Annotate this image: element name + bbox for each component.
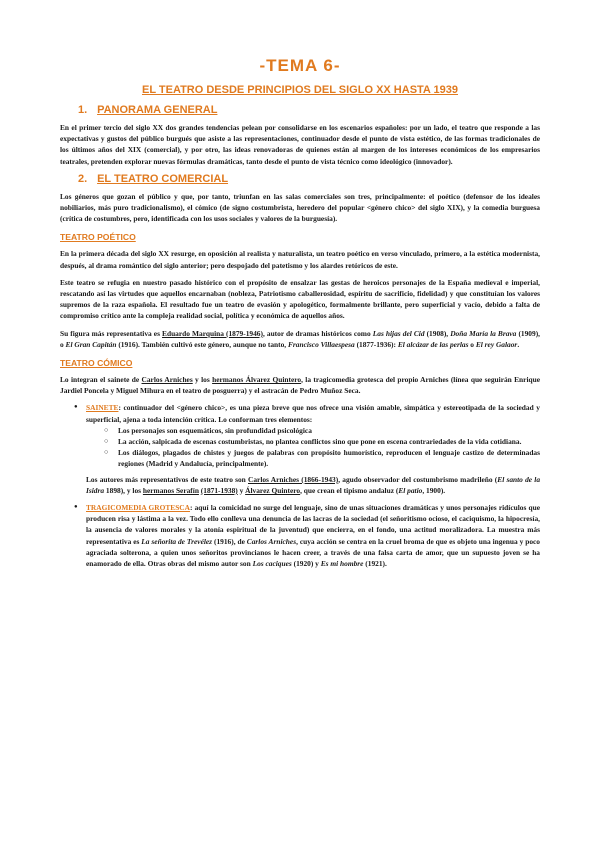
list-item-sainete: ● SAINETE: continuador del <género chico>, es una pieza breve que nos ofrece una visión amable, simpática y estereotipada de la sociedad y superficial, ajena a toda intención crítica. Lo conforman tres elementos: ○ Los personajes son esquemáticos, sin profundidad psicológica ○ La acción, salpicada de escenas costumbristas, no plantea conflictos sino que pone en escena contrariedades de la vida cotidiana. ○ Los diálogos, plagados de chistes y juegos de palabras con propósito humorístico, reproducen el lenguaje castizo de determinadas regiones (Madrid y Andalucía, principalmente). xyxy=(74,402,540,469)
term-label: SAINETE xyxy=(86,403,119,413)
work-title: Doña María la Brava xyxy=(450,328,517,338)
work-title: Es mi hombre xyxy=(320,559,364,569)
work-title: La señorita de Trevélez xyxy=(141,536,213,546)
bullet-list xyxy=(60,502,540,569)
paragraph-poetico-3: Su figura más representativa es Eduardo Marquina (1879-1946), autor de dramas históricos como Las hijas del Cid (1908), Doña María la Brava (1909), o El Gran Capitán (1916). También cultivó este género, aunque no tanto, Francisco Villaespesa (1877-1936): El alcázar de las perlas o El rey Galaor. xyxy=(60,328,541,349)
list-item: ○ Los diálogos, plagados de chistes y juegos de palabras con propósito humorístico, reproducen el lenguaje castizo de determinadas regiones (Madrid y Andalucía, principalmente). xyxy=(104,447,540,469)
author-link: Eduardo Marquina (1879-1946) xyxy=(162,328,263,338)
author-name: Carlos Arniches (1866-1943) xyxy=(248,474,339,484)
section-label: EL TEATRO COMERCIAL xyxy=(97,172,229,185)
section-heading-panorama xyxy=(60,104,540,116)
work-title: Las hijas del Cid xyxy=(372,328,425,338)
author-name: Francisco Villaespesa xyxy=(287,339,355,349)
list-item-tragicomedia: ● TRAGICOMEDIA GROTESCA: aquí la comicidad no surge del lenguaje, sino de unas situaciones dramáticas y unos personajes ridículos que producen risa y lástima a la vez. Todo ello conlleva una denuncia de las lacras de la sociedad (el señoritismo ocioso, el caciquismo, la hipocresía, la ausencia de valores morales y la atonía espiritual de la juventud) que encierra, en el fondo, una actitud moralizadora. La muestra más representativa es La señorita de Trevélez (1916), de Carlos Arniches, cuya acción se centra en la cruel broma de que es objeto una ingenua y poco agraciada solterona, a quien unos señoritos provincianos le hacen creer, a través de una falsa carta de amor, que un supuesto joven se ha enamorado de ella. Otras obras del mismo autor son Los caciques (1920) y Es mi hombre (1921). xyxy=(74,502,540,569)
author-name: Carlos Arniches xyxy=(246,536,297,546)
page-title: -TEMA 6- xyxy=(259,56,341,75)
term-label: TRAGICOMEDIA GROTESCA xyxy=(86,503,190,513)
list-item: ○ La acción, salpicada de escenas costumbristas, no plantea conflictos sino que pone en escena contrariedades de la vida cotidiana. xyxy=(104,436,540,447)
list-item: ○ Los personajes son esquemáticos, sin profundidad psicológica xyxy=(104,425,540,436)
author-name: Carlos Arniches xyxy=(141,375,193,385)
section-number: 1. xyxy=(78,104,88,116)
section-number: 2. xyxy=(78,172,88,185)
section-heading-comercial xyxy=(60,173,540,185)
author-name: hermanos Álvarez Quintero xyxy=(212,375,302,385)
paragraph-poetico-1: En la primera década del siglo XX resurge, en oposición al realista y naturalista, un teatro poético en verso vinculado, primero, a la estética modernista, después, al drama romántico del siglo anterior; pero despojado del patetismo y los alardes retóricos de este. xyxy=(60,249,540,270)
section-label: PANORAMA GENERAL xyxy=(97,104,218,116)
author-name: hermanos Serafín xyxy=(142,485,199,495)
work-title: El patio xyxy=(398,485,423,495)
page-subtitle: EL TEATRO DESDE PRINCIPIOS DEL SIGLO XX HASTA 1939 xyxy=(141,84,458,96)
subheading-teatro-comico: TEATRO CÓMICO xyxy=(60,358,133,369)
work-title: El rey Galaor xyxy=(475,339,518,349)
paragraph-panorama: En el primer tercio del siglo XX dos grandes tendencias pelean por consolidarse en los escenarios españoles: por un lado, el teatro que responde a las expectativas y gustos del público burgués que asiste a las representaciones, continuador desde el punto de vista estético, de las formas tradicionales de los últimos años del XIX (comercial), y por otro, las ideas renovadoras de quienes están al margen de los intereses económicos de los empresarios teatrales, pretenden explorar nuevas fórmulas dramáticas, tanto desde el punto de vista técnico como ideológico (innovador). xyxy=(60,123,540,166)
subheading-teatro-poetico: TEATRO POÉTICO xyxy=(60,232,136,243)
work-title: El Gran Capitán xyxy=(65,339,117,349)
work-title: Los caciques xyxy=(252,559,292,569)
work-title: El alcázar de las perlas xyxy=(397,339,469,349)
sub-list xyxy=(86,425,540,470)
author-name: Álvarez Quintero xyxy=(245,485,301,495)
paragraph-comercial: Los géneros que gozan el público y que, por tanto, triunfan en las salas comerciales son tres, principalmente: el poético (defensor de los ideales nobiliarios, más puro tradicionalismo), el cómico (de signo costumbrista, heredero del popular <género chico> del siglo XIX), y la comedia burguesa (crítica de costumbres, pero, identificada con los usos sociales y valores de la burguesía). xyxy=(60,191,540,224)
bullet-list xyxy=(60,402,540,469)
paragraph-comico: Lo integran el sainete de Carlos Arniches y los hermanos Álvarez Quintero, la tragicomedia grotesca del propio Arniches (línea que seguirán Enrique Jardiel Poncela y Miguel Mihura en el teatro de posguerra) y el astracán de Pedro Muñoz Seca. xyxy=(60,375,540,396)
paragraph-poetico-2: Este teatro se refugia en nuestro pasado histórico con el propósito de ensalzar las gestas de heroicos personajes de la España medieval e imperial, rescatando así las virtudes que aquellos encarnaban (nobleza, Patriotismo caballerosidad, espíritu de sacrificio, fidelidad) y que constituían los valores supremos de la raza española. El resultado fue un teatro de evasión y apologético, formalmente brillante, pero superficial y vacío, debido a falta de compromiso crítico ante la compleja realidad social, política y económica de aquellos años. xyxy=(60,277,540,321)
paragraph-sainete-authors: Los autores más representativos de este teatro son Carlos Arniches (1866-1943), agudo observador del costumbrismo madrileño (El santo de la Isidra 1898), y los hermanos Serafín (1871-1938) y Álvarez Quintero, que crean el tipismo andaluz (El patio, 1900). xyxy=(86,474,541,495)
work-title: El santo de la Isidra xyxy=(86,474,541,495)
